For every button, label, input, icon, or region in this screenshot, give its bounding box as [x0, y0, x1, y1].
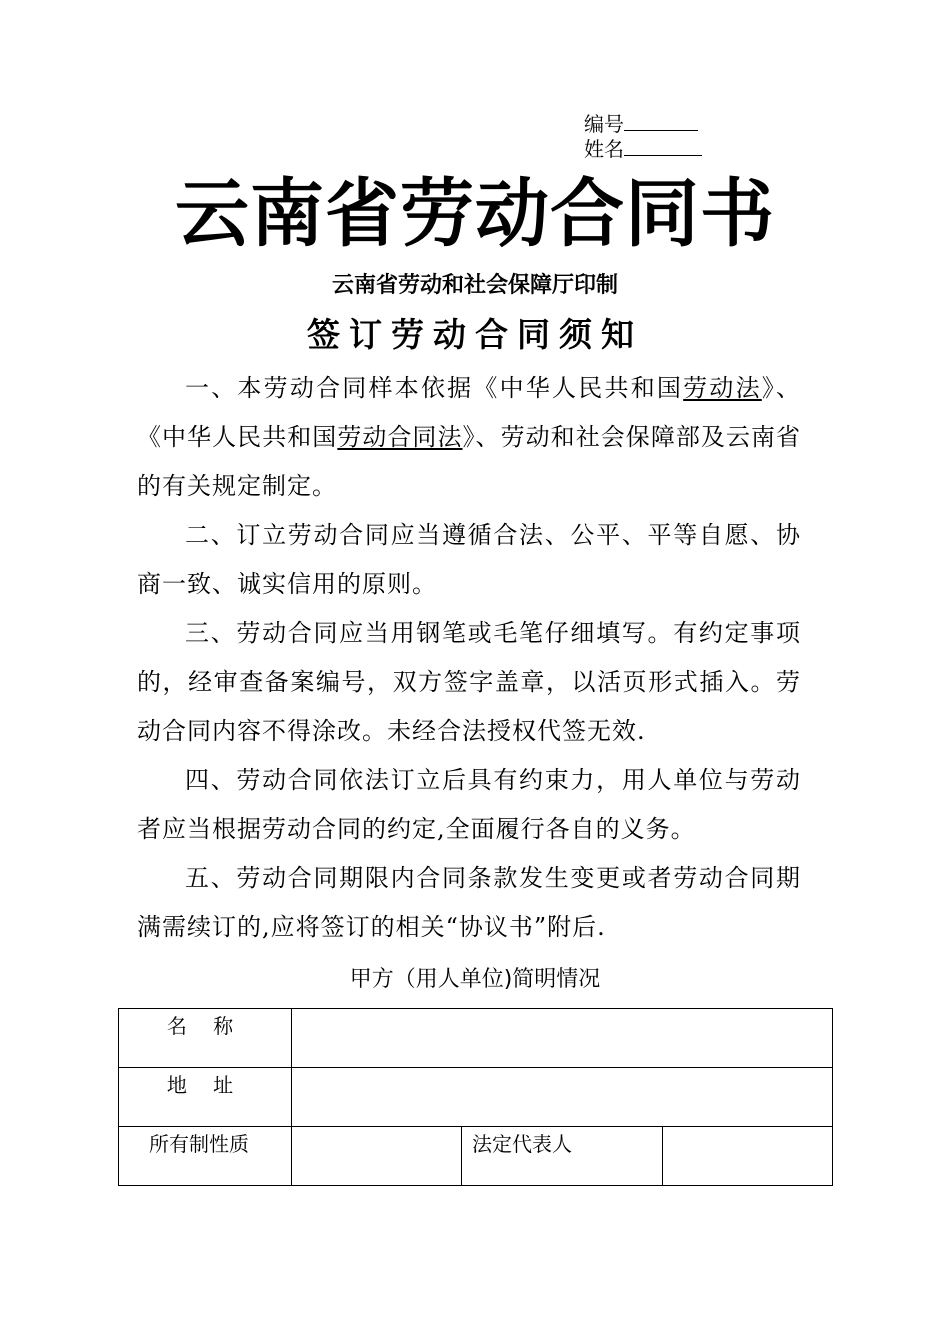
- notice-paragraph-5: 五、劳动合同期限内合同条款发生变更或者劳动合同期满需续订的,应将签订的相关“协议书”附后.: [137, 864, 801, 941]
- labor-contract-law-reference: 劳动合同法: [337, 423, 463, 451]
- ownership-type-value[interactable]: [292, 1127, 462, 1186]
- notice-title: 签订劳动合同须知: [307, 315, 643, 354]
- document-number-label: 编号: [584, 112, 624, 136]
- employer-address-value[interactable]: [292, 1068, 833, 1127]
- issuer-line: 云南省劳动和社会保障厅印制: [331, 273, 618, 298]
- person-name-field: [584, 137, 702, 161]
- table-row: [119, 1068, 833, 1127]
- employer-info-table: [118, 1008, 833, 1186]
- document-number-blank[interactable]: [624, 112, 698, 131]
- notice-paragraph-1-mid: 》、《中华人民共和国: [137, 374, 802, 451]
- employer-section-title: 甲方（用人单位)简明情况: [349, 967, 601, 992]
- notice-paragraph-3: 三、劳动合同应当用钢笔或毛笔仔细填写。有约定事项的，经审查备案编号，双方签字盖章，以活页形式插入。劳动合同内容不得涂改。未经合法授权代签无效.: [137, 619, 801, 745]
- notice-paragraph-1-post: 》、劳动和社会保障部及云南省的有关规定制定。: [137, 423, 802, 500]
- ownership-type-label: 所有制性质: [119, 1127, 292, 1186]
- table-row: [119, 1127, 833, 1186]
- person-name-blank[interactable]: [624, 137, 702, 156]
- employer-name-label: 名 称: [119, 1009, 292, 1068]
- table-row: [119, 1009, 833, 1068]
- notice-paragraph-4: 四、劳动合同依法订立后具有约束力，用人单位与劳动者应当根据劳动合同的约定,全面履行各自的义务。: [137, 766, 801, 843]
- employer-address-label: 地 址: [119, 1068, 292, 1127]
- notice-paragraph-2: 二、订立劳动合同应当遵循合法、公平、平等自愿、协商一致、诚实信用的原则。: [137, 521, 801, 598]
- notice-body: [137, 364, 801, 952]
- legal-representative-label: 法定代表人: [462, 1127, 663, 1186]
- person-name-label: 姓名: [584, 137, 624, 161]
- document-title: 云南省劳动合同书: [175, 171, 775, 257]
- labor-law-reference: 劳动法: [683, 374, 762, 402]
- document-number-field: [584, 112, 698, 136]
- legal-representative-value[interactable]: [663, 1127, 833, 1186]
- notice-paragraph-1-pre: 一、本劳动合同样本依据《中华人民共和国: [185, 374, 684, 402]
- notice-paragraph-1: [137, 364, 801, 511]
- employer-name-value[interactable]: [292, 1009, 833, 1068]
